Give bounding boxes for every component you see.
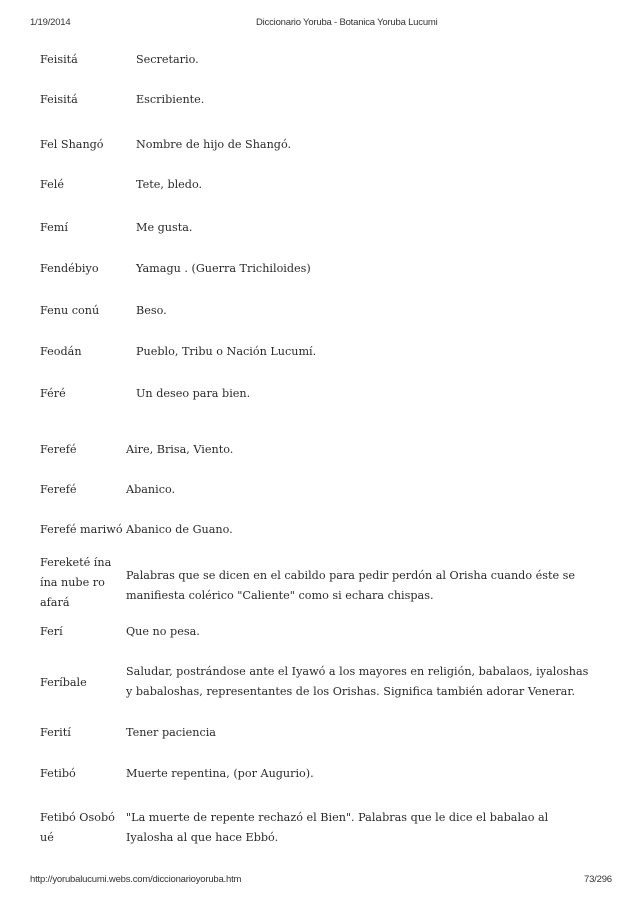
entry-definition: Aire, Brisa, Viento. [126, 443, 234, 456]
entry-definition: Tete, bledo. [136, 178, 203, 191]
entry-term: Ferefé mariwó [40, 523, 123, 536]
entry-term: Feisitá [40, 53, 78, 66]
entry-term: Fereketé ína ína nube ro afará [40, 556, 112, 609]
entry-term: Fel Shangó [40, 138, 104, 151]
entry-term: Ferefé [40, 483, 77, 496]
header-date: 1/19/2014 [30, 17, 71, 28]
entry-term: Feisitá [40, 93, 78, 106]
entry-term: Feríbale [40, 676, 87, 689]
entry-definition: Beso. [136, 304, 167, 317]
entry-term: Fendébiyo [40, 262, 99, 275]
entry-definition: Muerte repentina, (por Augurio). [126, 767, 314, 780]
entry-term: Feodán [40, 345, 82, 358]
entry-definition: Yamagu . (Guerra Trichiloides) [136, 262, 311, 275]
entry-definition: Un deseo para bien. [136, 387, 251, 400]
footer-url[interactable]: http://yorubalucumi.webs.com/diccionarioyoruba.htm [30, 874, 242, 885]
header-title: Diccionario Yoruba - Botanica Yoruba Lucumi [256, 17, 438, 28]
entry-definition: Me gusta. [136, 221, 193, 234]
footer-page-number: 73/296 [584, 874, 612, 885]
entry-term: Fetibó [40, 767, 76, 780]
entry-term: Fenu conú [40, 304, 100, 317]
entry-term: Ferefé [40, 443, 77, 456]
entry-definition: Escribiente. [136, 93, 205, 106]
entry-definition: Secretario. [136, 53, 199, 66]
entry-term: Fetibó Osobó ué [40, 811, 115, 844]
entry-term: Felé [40, 178, 64, 191]
entry-term: Féré [40, 387, 66, 400]
entry-definition: "La muerte de repente rechazó el Bien". Palabras que le dice el babalao al Iyalosha al que hace Ebbó. [126, 811, 549, 844]
entry-definition: Que no pesa. [126, 625, 200, 638]
entry-definition: Pueblo, Tribu o Nación Lucumí. [136, 345, 317, 358]
entry-definition: Tener paciencia [126, 726, 216, 739]
entry-term: Ferití [40, 726, 71, 739]
entry-definition: Abanico. [126, 483, 176, 496]
entry-definition: Abanico de Guano. [126, 523, 233, 536]
entry-definition: Saludar, postrándose ante el Iyawó a los mayores en religión, babalaos, iyaloshas y babaloshas, representantes de los Orishas. Significa también adorar Venerar. [126, 665, 589, 698]
entry-definition: Nombre de hijo de Shangó. [136, 138, 292, 151]
entry-term: Ferí [40, 625, 63, 638]
entry-term: Femí [40, 221, 68, 234]
entry-definition: Palabras que se dicen en el cabildo para pedir perdón al Orisha cuando éste se manifiesta colérico "Caliente" como si echara chispas. [126, 569, 576, 602]
